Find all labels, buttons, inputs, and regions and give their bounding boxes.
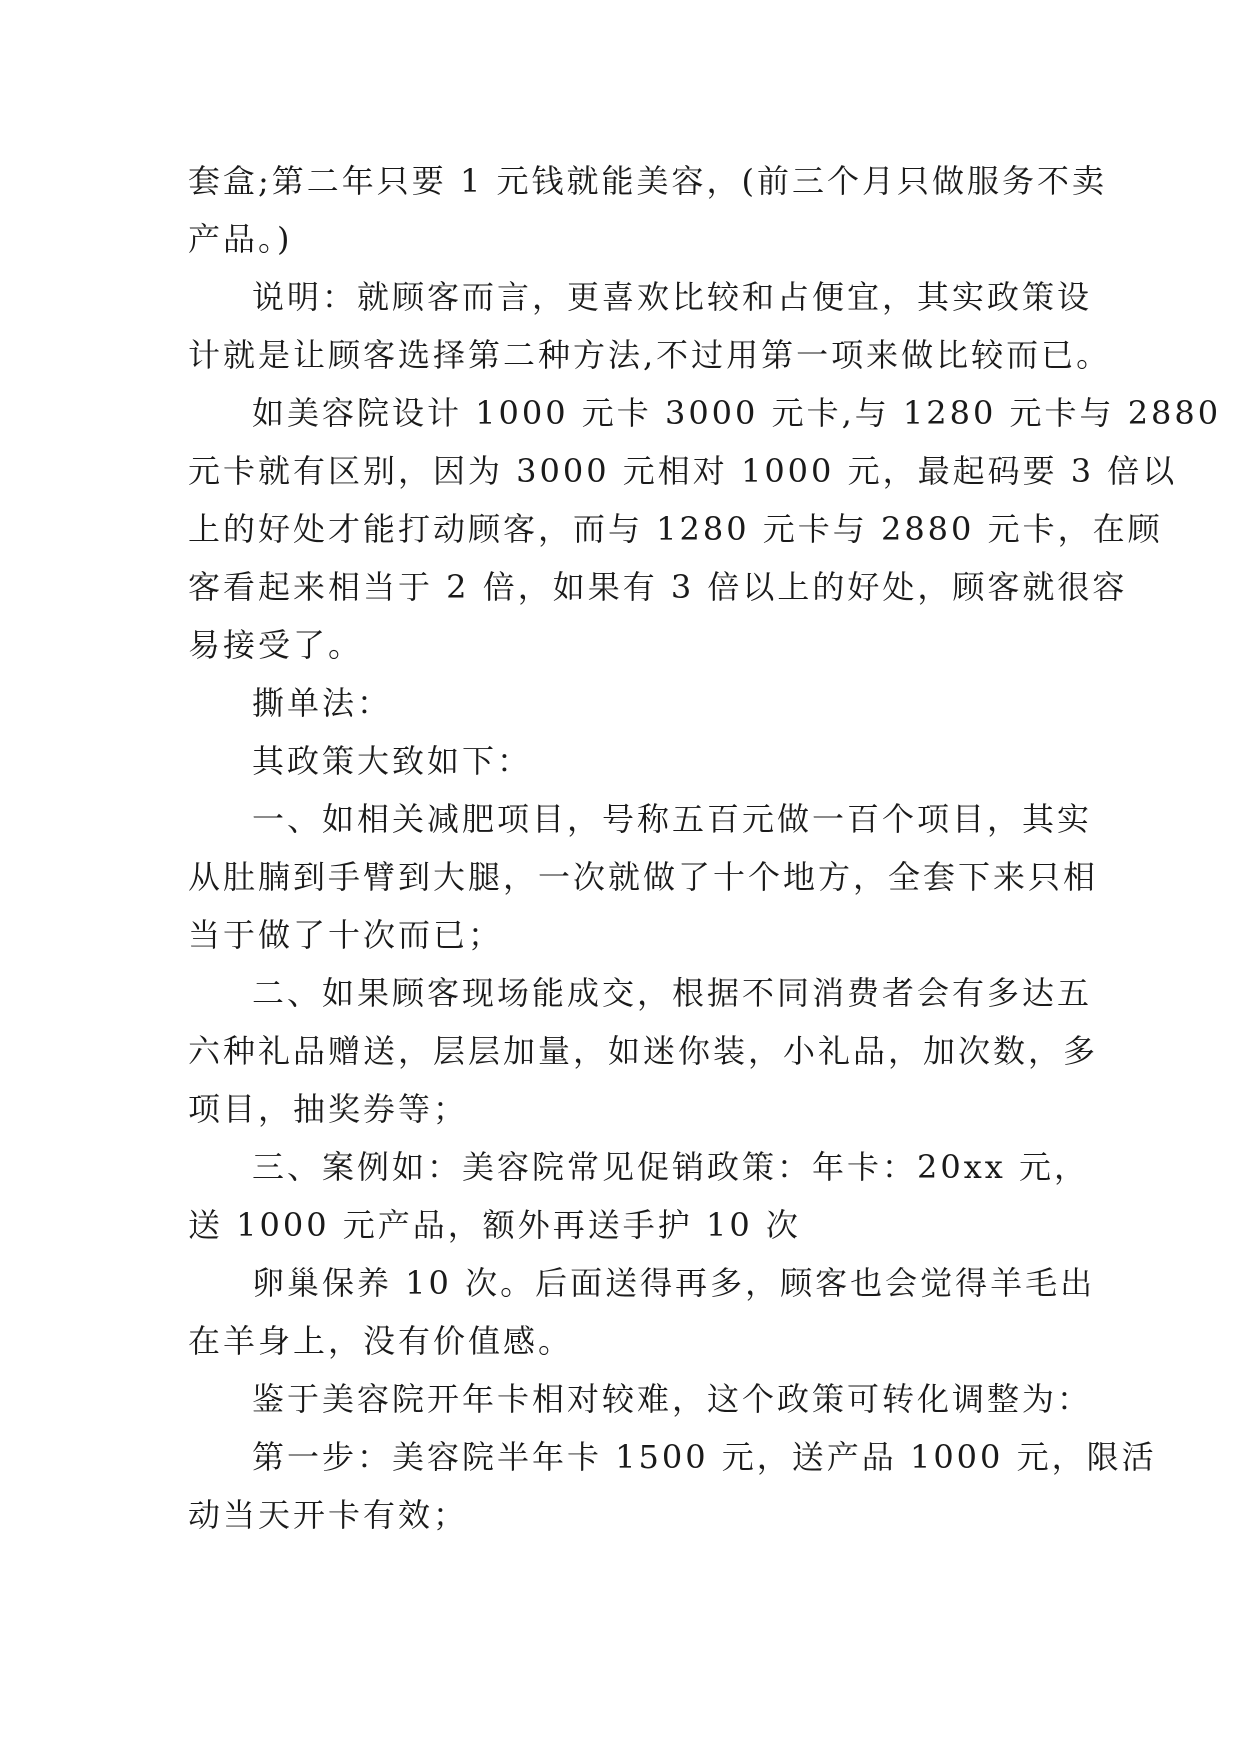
text-line: 在羊身上，没有价值感。 (188, 1322, 574, 1360)
text-line: 六种礼品赠送，层层加量，如迷你装，小礼品，加次数，多 (188, 1032, 1099, 1070)
text-line: 套盒;第二年只要 1 元钱就能美容，(前三个月只做服务不卖 (188, 162, 1107, 200)
text-line: 项目，抽奖券等； (188, 1090, 469, 1128)
document-body (188, 152, 1222, 1544)
paragraph-start: 其政策大致如下： (252, 742, 533, 780)
list-item-3-start: 三、案例如：美容院常见促销政策：年卡：20xx 元， (252, 1148, 1089, 1186)
text-line: 送 1000 元产品，额外再送手护 10 次 (188, 1206, 801, 1244)
paragraph-start: 如美容院设计 1000 元卡 3000 元卡,与 1280 元卡与 2880 (252, 394, 1222, 432)
text-line: 从肚腩到手臂到大腿，一次就做了十个地方，全套下来只相 (188, 858, 1099, 896)
paragraph-start: 卵巢保养 10 次。后面送得再多，顾客也会觉得羊毛出 (252, 1264, 1096, 1302)
text-line: 元卡就有区别，因为 3000 元相对 1000 元，最起码要 3 倍以 (188, 452, 1178, 490)
text-line: 上的好处才能打动顾客，而与 1280 元卡与 2880 元卡，在顾 (188, 510, 1163, 548)
paragraph-start: 说明：就顾客而言，更喜欢比较和占便宜，其实政策设 (252, 278, 1093, 316)
section-heading: 撕单法： (252, 684, 393, 722)
list-item-2-start: 二、如果顾客现场能成交，根据不同消费者会有多达五 (252, 974, 1093, 1012)
list-item-1-start: 一、如相关减肥项目，号称五百元做一百个项目，其实 (252, 800, 1093, 838)
text-line: 计就是让顾客选择第二种方法,不过用第一项来做比较而已。 (188, 336, 1112, 374)
paragraph-start: 鉴于美容院开年卡相对较难，这个政策可转化调整为： (252, 1380, 1093, 1418)
paragraph-start: 第一步：美容院半年卡 1500 元，送产品 1000 元，限活 (252, 1438, 1157, 1476)
text-line: 易接受了。 (188, 626, 364, 664)
text-line: 产品。) (188, 220, 293, 258)
text-line: 当于做了十次而已； (188, 916, 504, 954)
text-line: 客看起来相当于 2 倍，如果有 3 倍以上的好处，顾客就很容 (188, 568, 1128, 606)
text-line: 动当天开卡有效； (188, 1496, 469, 1534)
